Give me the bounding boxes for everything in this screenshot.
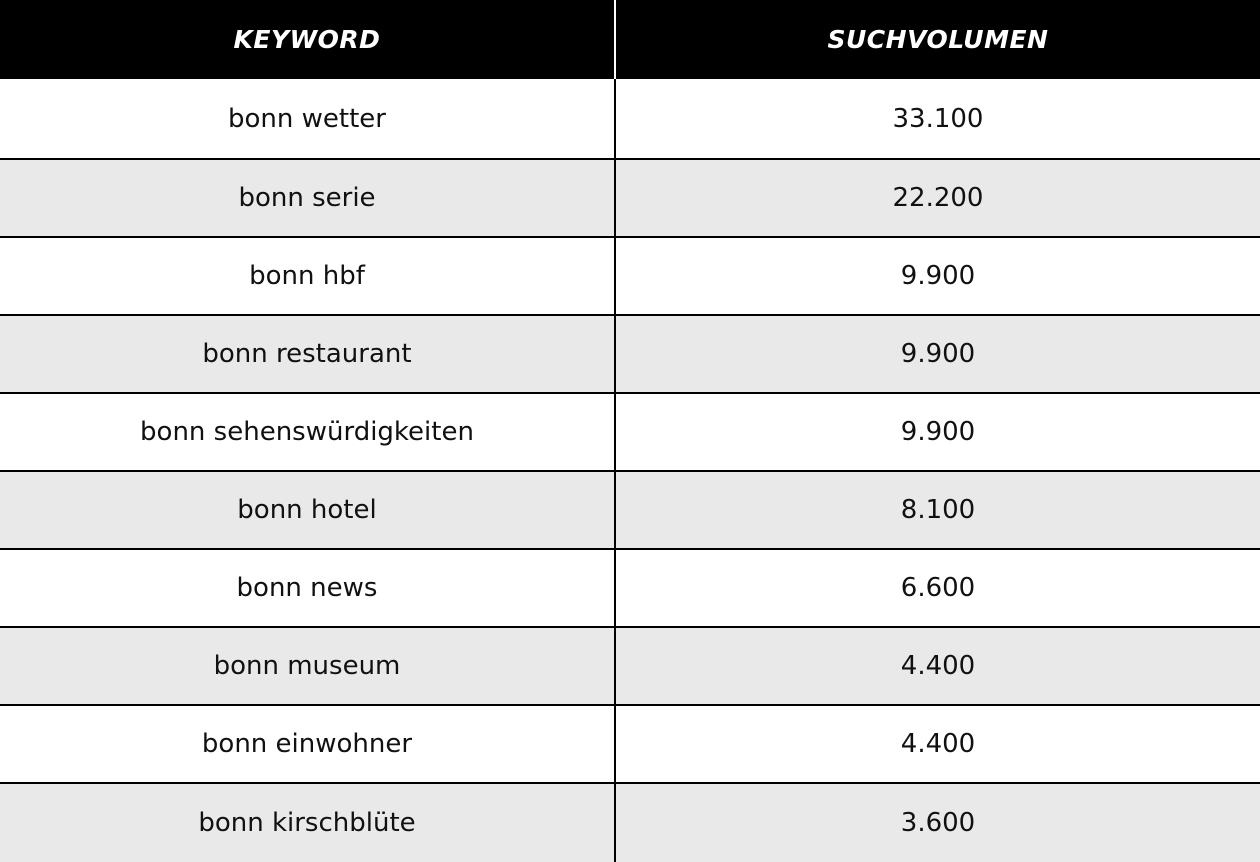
keyword-cell: bonn serie <box>0 160 616 236</box>
keyword-cell: bonn sehenswürdigkeiten <box>0 394 616 470</box>
table-row <box>0 628 1260 706</box>
table-row <box>0 472 1260 550</box>
keyword-cell: bonn news <box>0 550 616 626</box>
table-row <box>0 550 1260 628</box>
header-search-volume: SUCHVOLUMEN <box>827 25 1049 54</box>
volume-cell: 3.600 <box>900 808 976 838</box>
keyword-cell: bonn hbf <box>0 238 616 314</box>
volume-cell: 9.900 <box>900 339 976 369</box>
volume-cell: 4.400 <box>900 651 976 681</box>
table-header-row <box>0 0 1260 79</box>
keyword-cell: bonn museum <box>0 628 616 704</box>
table-row <box>0 160 1260 238</box>
table-row <box>0 79 1260 160</box>
keyword-cell: bonn kirschblüte <box>0 784 616 862</box>
table-row <box>0 706 1260 784</box>
table-row <box>0 238 1260 316</box>
keyword-cell: bonn hotel <box>0 472 616 548</box>
volume-cell: 33.100 <box>892 103 984 134</box>
table-row <box>0 784 1260 862</box>
keyword-cell: bonn einwohner <box>0 706 616 782</box>
volume-cell: 22.200 <box>892 183 984 213</box>
table-row <box>0 316 1260 394</box>
keyword-cell: bonn wetter <box>0 79 616 158</box>
volume-cell: 9.900 <box>900 417 976 447</box>
volume-cell: 6.600 <box>900 573 976 603</box>
header-keyword: KEYWORD <box>0 0 616 79</box>
keyword-cell: bonn restaurant <box>0 316 616 392</box>
volume-cell: 8.100 <box>900 495 976 525</box>
volume-cell: 4.400 <box>900 729 976 759</box>
volume-cell: 9.900 <box>900 261 976 291</box>
table-row <box>0 394 1260 472</box>
